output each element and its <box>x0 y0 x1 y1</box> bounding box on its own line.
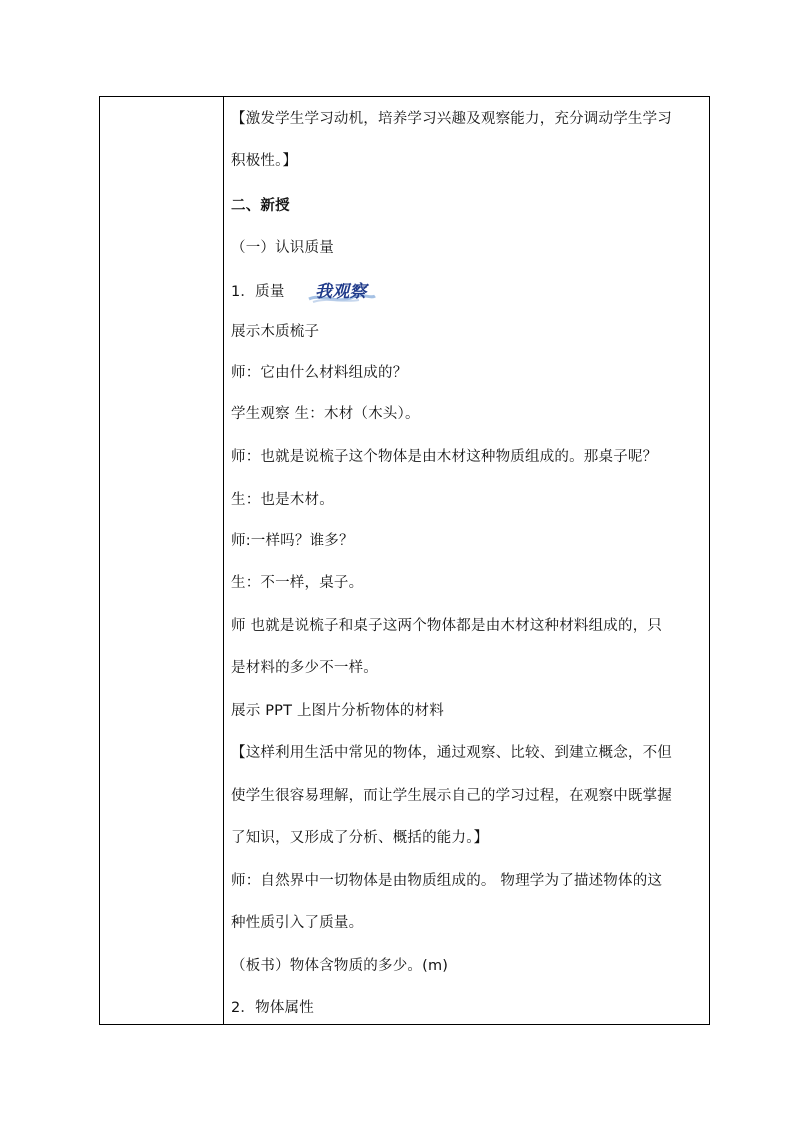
text-line: 生：不一样，桌子。 <box>231 575 364 591</box>
section-heading: 二、新授 <box>231 198 290 214</box>
observe-logo-graphic <box>307 279 377 305</box>
text-line: 积极性。】 <box>231 153 298 169</box>
lesson-table <box>99 96 710 1025</box>
text-line: 师 也就是说梳子和桌子这两个物体都是由木材这种材料组成的，只 <box>231 618 663 634</box>
text-line: 【激发学生学习动机，培养学习兴趣及观察能力，充分调动学生学习 <box>231 111 672 127</box>
text-line: 展示 PPT 上图片分析物体的材料 <box>231 703 444 719</box>
text-line: 学生观察 生：木材（木头）。 <box>231 406 420 422</box>
text-line: 师：它由什么材料组成的？ <box>231 365 408 381</box>
text-line: 展示木质梳子 <box>231 324 320 340</box>
text-line: 生：也是木材。 <box>231 492 334 508</box>
item-heading-mass <box>231 279 377 305</box>
observe-logo <box>307 279 377 305</box>
text-line: 种性质引入了质量。 <box>231 915 364 931</box>
left-column-cell <box>100 97 224 1024</box>
text-line: 了知识，又形成了分析、概括的能力。】 <box>231 830 489 846</box>
text-line: 师：也就是说梳子这个物体是由木材这种物质组成的。那桌子呢？ <box>231 449 658 465</box>
item-heading-label: 1．质量 <box>231 284 285 300</box>
text-line: 【这样利用生活中常见的物体，通过观察、比较、到建立概念，不但 <box>231 745 672 761</box>
text-line: 师：自然界中一切物体是由物质组成的。 物理学为了描述物体的这 <box>231 873 663 889</box>
text-line: 2．物体属性 <box>231 1000 314 1016</box>
text-line: 是材料的多少不一样。 <box>231 660 378 676</box>
text-line: （板书）物体含物质的多少。(m) <box>231 958 449 974</box>
content-cell <box>224 97 709 1024</box>
observe-logo-text: 我观察 <box>314 282 367 302</box>
text-line: 师:一样吗？谁多？ <box>231 533 354 549</box>
text-line: 使学生很容易理解，而让学生展示自己的学习过程，在观察中既掌握 <box>231 788 672 804</box>
subsection-heading: （一）认识质量 <box>231 240 334 256</box>
